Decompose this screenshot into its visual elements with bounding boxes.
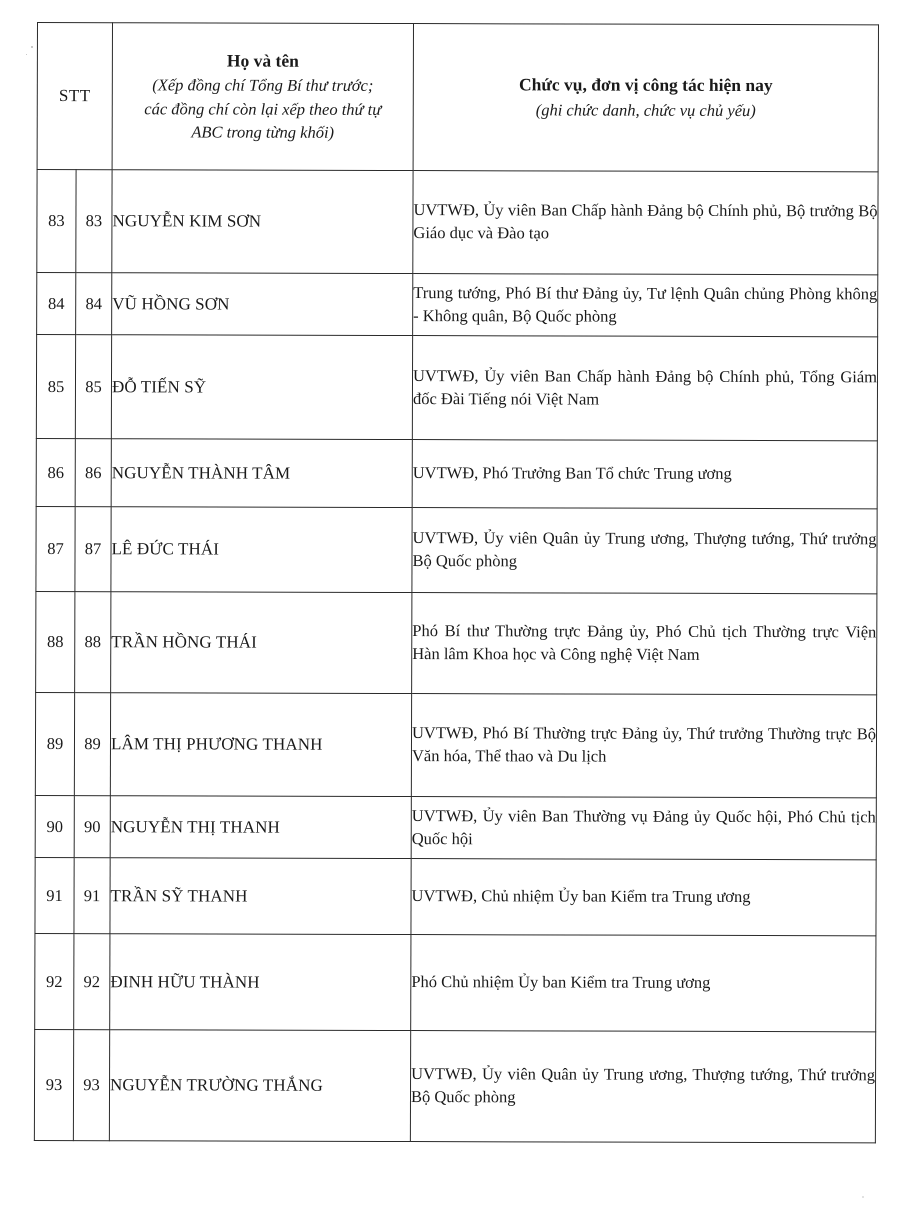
- cell-stt: 84: [37, 273, 76, 335]
- cell-position: [412, 508, 877, 594]
- cell-number: 89: [74, 693, 110, 796]
- cell-number: 83: [76, 170, 112, 273]
- column-header-stt: STT: [37, 23, 112, 170]
- cell-name: NGUYỄN TRƯỜNG THẮNG: [109, 1030, 410, 1142]
- table-row: [36, 335, 877, 441]
- cell-stt: 88: [36, 591, 75, 692]
- scan-speck: [26, 54, 27, 55]
- column-header-name: [112, 23, 413, 171]
- cell-number: 84: [76, 273, 112, 335]
- cell-position-text: UVTWĐ, Phó Bí Thường trực Đảng ủy, Thứ trưởng Thường trực Bộ Văn hóa, Thể thao và Du lịch: [411, 723, 877, 766]
- cell-position: [410, 1031, 875, 1143]
- table-row: [36, 591, 877, 694]
- cell-stt: 89: [35, 692, 74, 795]
- cell-name: NGUYỄN THỊ THANH: [110, 796, 411, 859]
- cell-position: [413, 274, 878, 337]
- column-header-name-subtitle-line-3: ABC trong từng khối): [191, 122, 335, 142]
- column-header-position-subtitle: (ghi chức danh, chức vụ chủ yếu): [535, 99, 756, 120]
- cell-name: LÊ ĐỨC THÁI: [111, 507, 412, 593]
- cell-number: 91: [74, 858, 110, 934]
- cell-position-text: UVTWĐ, Chủ nhiệm Ủy ban Kiểm tra Trung ương: [411, 886, 751, 907]
- table-body: [34, 170, 878, 1143]
- table-row: [34, 1029, 875, 1142]
- cell-position: [411, 797, 876, 860]
- cell-position-text: UVTWĐ, Ủy viên Quân ủy Trung ương, Thượng tướng, Thứ trưởng Bộ Quốc phòng: [410, 1064, 876, 1107]
- table-row: [36, 506, 877, 593]
- column-header-name-subtitle-line-2: các đồng chí còn lại xếp theo thứ tự: [144, 98, 382, 119]
- cell-name: NGUYỄN KIM SƠN: [112, 170, 413, 274]
- cell-name: ĐỖ TIẾN SỸ: [111, 335, 412, 440]
- column-header-name-subtitle-line-1: (Xếp đồng chí Tổng Bí thư trước;: [152, 75, 374, 96]
- cell-position: [411, 859, 876, 936]
- roster-table-container: [34, 22, 878, 1143]
- table-row: [35, 692, 876, 797]
- cell-stt: 85: [36, 335, 75, 439]
- cell-number: 92: [74, 934, 110, 1030]
- column-header-position: [413, 24, 878, 172]
- cell-position-text: UVTWĐ, Ủy viên Quân ủy Trung ương, Thượng tướng, Thứ trưởng Bộ Quốc phòng: [412, 528, 877, 571]
- cell-stt: 87: [36, 506, 75, 591]
- cell-stt: 93: [34, 1029, 73, 1140]
- table-row: [35, 933, 876, 1031]
- cell-position-text: Phó Bí thư Thường trực Đảng ủy, Phó Chủ tịch Thường trực Viện Hàn lâm Khoa học và Công nghệ Việt Nam: [412, 621, 877, 664]
- cell-name: LÂM THỊ PHƯƠNG THANH: [110, 693, 411, 797]
- column-header-name-subtitle: [113, 73, 413, 144]
- cell-position: [411, 935, 876, 1032]
- table-header: [37, 23, 878, 172]
- cell-position-text: UVTWĐ, Ủy viên Ban Chấp hành Đảng bộ Chính phủ, Bộ trưởng Bộ Giáo dục và Đào tạo: [413, 200, 878, 243]
- scan-speck: [862, 1196, 864, 1198]
- cell-number: 85: [75, 335, 111, 439]
- cell-number: 87: [75, 507, 111, 592]
- cell-position-text: UVTWĐ, Ủy viên Ban Thường vụ Đảng ủy Quốc hội, Phó Chủ tịch Quốc hội: [411, 805, 876, 848]
- cell-name: ĐINH HỮU THÀNH: [110, 934, 411, 1031]
- table-header-row: [37, 23, 878, 172]
- cell-position: [412, 440, 877, 509]
- table-row: [37, 170, 878, 275]
- table-row: [35, 795, 876, 859]
- cell-number: 93: [73, 1030, 109, 1141]
- roster-table: [34, 22, 879, 1143]
- cell-stt: 83: [37, 170, 76, 273]
- cell-number: 88: [75, 592, 111, 693]
- column-header-position-title: Chức vụ, đơn vị công tác hiện nay: [519, 74, 773, 96]
- cell-stt: 91: [35, 857, 74, 933]
- cell-position: [412, 593, 877, 695]
- cell-position: [411, 694, 876, 798]
- cell-position: [413, 171, 878, 275]
- table-row: [35, 857, 876, 935]
- cell-position-text: Trung tướng, Phó Bí thư Đảng ủy, Tư lệnh Quân chủng Phòng không - Không quân, Bộ Quốc phòng: [413, 282, 878, 326]
- table-row: [37, 273, 878, 337]
- scan-speck: [31, 46, 33, 48]
- cell-name: TRẦN HỒNG THÁI: [111, 592, 412, 694]
- cell-number: 90: [74, 796, 110, 858]
- table-row: [36, 438, 877, 508]
- cell-name: VŨ HỒNG SƠN: [112, 273, 413, 336]
- column-header-name-title: Họ và tên: [226, 50, 299, 71]
- cell-position: [412, 336, 877, 441]
- cell-stt: 90: [35, 795, 74, 857]
- cell-stt: 92: [35, 933, 74, 1029]
- cell-number: 86: [75, 439, 111, 507]
- cell-stt: 86: [36, 438, 75, 506]
- cell-position-text: Phó Chủ nhiệm Ủy ban Kiểm tra Trung ương: [411, 972, 711, 992]
- cell-position-text: UVTWĐ, Ủy viên Ban Chấp hành Đảng bộ Chính phủ, Tổng Giám đốc Đài Tiếng nói Việt Nam: [412, 365, 878, 409]
- cell-name: NGUYỄN THÀNH TÂM: [111, 439, 412, 508]
- cell-name: TRẦN SỸ THANH: [110, 858, 411, 935]
- cell-position-text: UVTWĐ, Phó Trưởng Ban Tổ chức Trung ương: [412, 463, 732, 484]
